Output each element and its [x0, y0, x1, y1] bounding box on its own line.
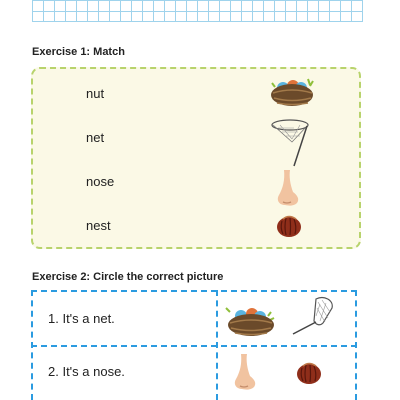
exercise-1-title: Exercise 1: Match	[32, 46, 125, 58]
match-word-net[interactable]: net	[86, 130, 105, 145]
writing-grid	[32, 0, 363, 22]
nose-picture[interactable]	[275, 168, 301, 208]
exercise-2-title: Exercise 2: Circle the correct picture	[32, 271, 224, 283]
net-picture[interactable]	[290, 296, 338, 338]
nest-picture[interactable]	[268, 75, 318, 109]
exercise-2-sentence-1: 1. It's a net.	[48, 311, 115, 326]
exercise-2-sentence-2: 2. It's a nose.	[48, 364, 125, 379]
net-picture[interactable]	[270, 116, 314, 168]
match-word-nest[interactable]: nest	[86, 218, 111, 233]
match-word-nut[interactable]: nut	[86, 86, 105, 101]
nest-picture[interactable]	[223, 300, 279, 338]
nose-picture[interactable]	[232, 352, 258, 392]
match-word-nose[interactable]: nose	[86, 174, 115, 189]
exercise-2-row-divider	[31, 345, 357, 347]
nut-picture[interactable]	[296, 361, 322, 385]
nut-picture[interactable]	[276, 214, 302, 238]
